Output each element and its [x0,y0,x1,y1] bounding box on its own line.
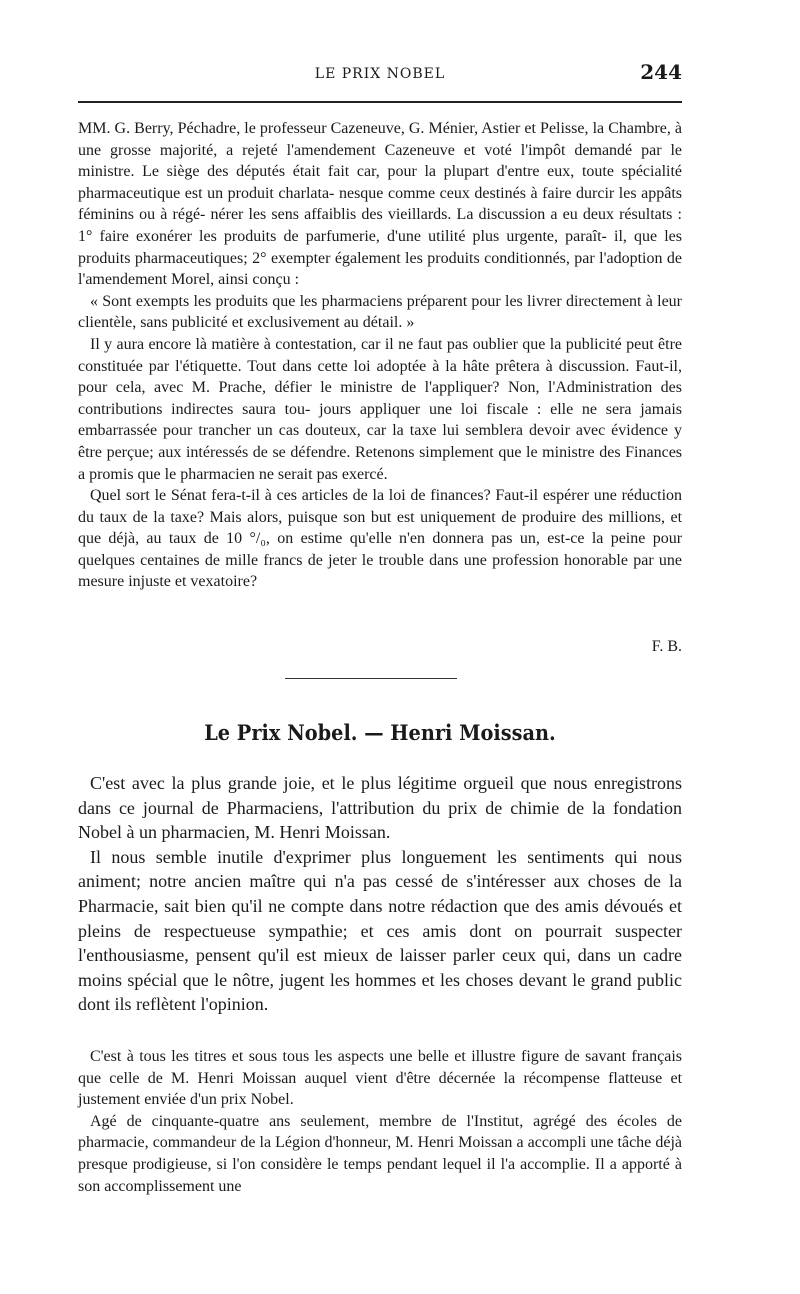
text-line: nesque comme ceux destinés à faire durcir les appâts féminins ou à régé- [78,184,683,224]
text-line: Il y aura encore là matière à contestation, car il ne faut pas oublier que la [90,335,562,353]
text-line: que des amis dévoués et pleins de respectueuse sympathie; et ces amis [78,895,683,941]
text-line: choses de la Pharmacie, sait bien qu'il ne compte dans notre rédaction [78,871,683,916]
text-line: espérer une réduction du taux de la taxe? Mais alors, puisque son but est [78,487,683,526]
article-finance-law [78,118,682,593]
text-line: dont on pourrait suspecter l'enthousiasme, pensent qu'il est mieux de [78,920,683,966]
text-line: publicité peut être constituée par l'étiquette. Tout dans cette loi adoptée à la [78,335,683,375]
text-line: jours appliquer une loi fiscale : elle ne sera jamais embarrassée pour trancher [78,400,682,440]
article-nobel-intro [78,771,682,1017]
text-line: C'est avec la plus grande joie, et le plus légitime orgueil que nous [90,773,588,793]
paragraph-senate [78,485,682,593]
text-line: C'est à tous les titres et sous tous les aspects une belle et illustre figure de [90,1048,580,1065]
text-line: nous animent; notre ancien maître qui n'a pas cessé de s'intéresser aux [78,846,683,892]
text-line: de l'appliquer? Non, l'Administration des contributions indirectes saura tou- [78,379,683,418]
text-line: aux intéressés de se défendre. Retenons simplement que le ministre des [158,443,621,461]
text-line: directement à leur clientèle, sans publicité et exclusivement au détail. » [78,292,683,332]
text-line: Agé de cinquante-quatre ans seulement, membre de l'Institut, agrégé des [90,1112,608,1130]
page-header [78,60,682,94]
paragraph-sentiments [78,845,682,1017]
text-line: hâte prêtera à discussion. Faut-il, pour cela, avec M. Prache, défier le ministre [78,357,683,397]
text-line: savant français que celle de M. Henri Moissan auquel vient d'être décernée la [78,1048,683,1087]
text-line: Finances a promis que le pharmacien ne serait pas exercé. [78,443,683,483]
text-line: chimie de la fondation Nobel à un pharmacien, M. Henri Moissan. [78,797,683,843]
running-title: LE PRIX NOBEL [314,66,446,82]
section-separator [285,678,457,679]
text-line: laisser parler ceux qui, dans un cadre moins spécial que le nôtre, [78,945,683,990]
page-number: 244 [640,60,682,84]
signature: F. B. [651,638,682,655]
text-line: la Chambre, à une grosse majorité, a rejeté l'amendement Cazeneuve et voté [78,120,683,159]
text-line: écoles de pharmacie, commandeur de la Légion d'honneur, M. Henri Moissan [78,1112,682,1152]
text-line: 1° faire exonérer les produits de parfumerie, d'une utilité plus urgente, paraît- [78,227,607,245]
text-line: a accompli une tâche déjà presque prodigieuse, si l'on considère le temps [78,1134,683,1173]
article-nobel-body [78,1046,682,1197]
text-line: conditionnés, par l'adoption de l'amendement Morel, ainsi conçu : [78,249,683,289]
text-line: récompense flatteuse et justement enviée d'un prix Nobel. [78,1069,683,1109]
text-line: Quel sort le Sénat fera-t-il à ces articles de la loi de finances? Faut-il [90,487,539,505]
paragraph-deputies-vote [78,118,682,291]
text-line: il, que les produits pharmaceutiques; 2° exempter également les produits [78,227,682,267]
text-line: pendant lequel il l'a accomplie. Il a apporté à son accomplissement une [78,1155,683,1195]
text-line: uniquement de produire des millions, et que déjà, au taux de 10 °/₀, on [78,508,683,548]
text-line: estime qu'elle n'en donnera pas un, est-ce la peine pour quelques centaines [78,530,683,569]
text-line: enregistrons dans ce journal de Pharmaciens, l'attribution du prix de [78,773,683,818]
paragraph-joy [78,771,682,845]
text-line: l'opinion. [200,994,269,1015]
text-line: « Sont exempts les produits que les pharmaciens préparent pour les livrer [90,292,562,310]
signature-block [78,636,682,658]
text-line: l'impôt demandé par le ministre. Le siège des députés était fait car, pour la [78,141,683,181]
paragraph-career [78,1111,682,1197]
text-line: de mille francs de jeter le trouble dans une profession honorable par une [204,551,683,569]
paragraph-contestation [78,334,682,485]
text-line: MM. G. Berry, Péchadre, le professeur Cazeneuve, G. Ménier, Astier et Pelisse, [78,120,589,137]
text-line: un cas douteux, car la taxe lui semblera devoir avec évidence y être perçue; [78,422,683,461]
text-line: nérer les sens affaiblis des vieillards. La discussion a eu deux résultats : [210,206,682,224]
text-line: jugent les hommes et les choses devant le grand public dont ils reflètent [78,969,682,1015]
paragraph-illustrious-figure [78,1046,682,1111]
quote-amendment-morel [78,291,682,334]
section-title: Le Prix Nobel. — Henri Moissan. [204,720,556,745]
header-rule [78,101,682,103]
text-line: plupart d'entre eux, toute spécialité pharmaceutique est un produit charlata- [78,163,683,202]
text-line: Il nous semble inutile d'exprimer plus longuement les sentiments qui [90,846,638,867]
text-line: mesure injuste et vexatoire? [78,573,258,591]
